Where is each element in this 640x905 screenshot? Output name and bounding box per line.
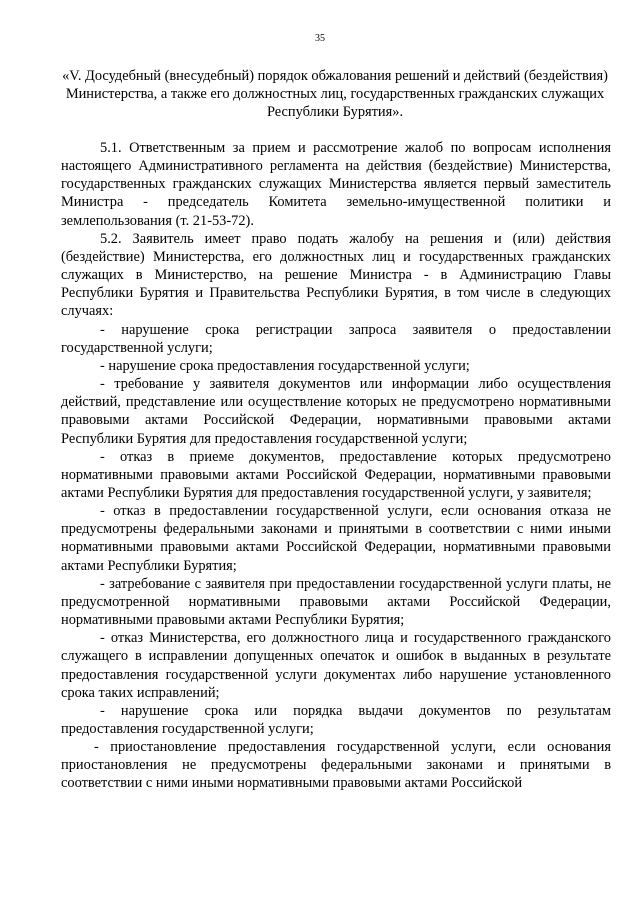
paragraph-5-2: 5.2. Заявитель имеет право подать жалобу на решения и (или) действия (бездействие) Министерства, его должностных лиц и государственных гражданских служащих в Министерство, на решение Министра - в Администрацию Главы Республики Бурятия и Правительства Республики Бурятия, в том числе в следующих случаях: [61, 230, 611, 320]
list-item: - требование у заявителя документов или информации либо осуществления действий, представление или осуществление которых не предусмотрено нормативными правовыми актами Российской Федерации, нормативными правовыми актами Республики Бурятия для предоставления государственной услуги; [61, 376, 611, 447]
page-number: 35 [315, 33, 325, 44]
list-item: - нарушение срока предоставления государственной услуги; [100, 357, 470, 374]
section-heading: «V. Досудебный (внесудебный) порядок обжалования решений и действий (бездействия) Министерства, а также его должностных лиц, государственных гражданских служащих Республики Бурятия». [62, 68, 608, 120]
document-body [61, 139, 611, 793]
list-item: - отказ в предоставлении государственной услуги, если основания отказа не предусмотрены федеральными законами и принятыми в соответствии с ними иными нормативными правовыми актами Российской Федерации, нормативными правовыми актами Республики Бурятия; [61, 503, 611, 574]
list-item: - приостановление предоставления государственной услуги, если основания приостановления не предусмотрены федеральными законами и принятыми в соответствии с ними иными нормативными правовыми актами Российской [61, 739, 611, 792]
paragraph-5-1: 5.1. Ответственным за прием и рассмотрение жалоб по вопросам исполнения настоящего Административного регламента на действия (бездействие) Министерства, государственных гражданских служащих Министерства является первый заместитель Министра - председатель Комитета земельно-имущественной политики и землепользования (т. 21-53-72). [61, 140, 611, 229]
list-item: - отказ в приеме документов, предоставление которых предусмотрено нормативными правовыми актами Российской Федерации, нормативными правовыми актами Республики Бурятия для предоставления государственной услуги, у заявителя; [61, 448, 611, 501]
list-item: - нарушение срока или порядка выдачи документов по результатам предоставления государственной услуги; [61, 702, 611, 737]
list-item: - отказ Министерства, его должностного лица и государственного гражданского служащего в исправлении допущенных опечаток и ошибок в выданных в результате предоставления государственной услуги документах либо нарушение установленного срока таких исправлений; [61, 630, 611, 701]
list-item: - нарушение срока регистрации запроса заявителя о предоставлении государственной услуги; [61, 321, 611, 356]
list-item: - затребование с заявителя при предоставлении государственной услуги платы, не предусмотренной нормативными правовыми актами Российской Федерации, нормативными правовыми актами Республики Бурятия; [61, 575, 611, 629]
